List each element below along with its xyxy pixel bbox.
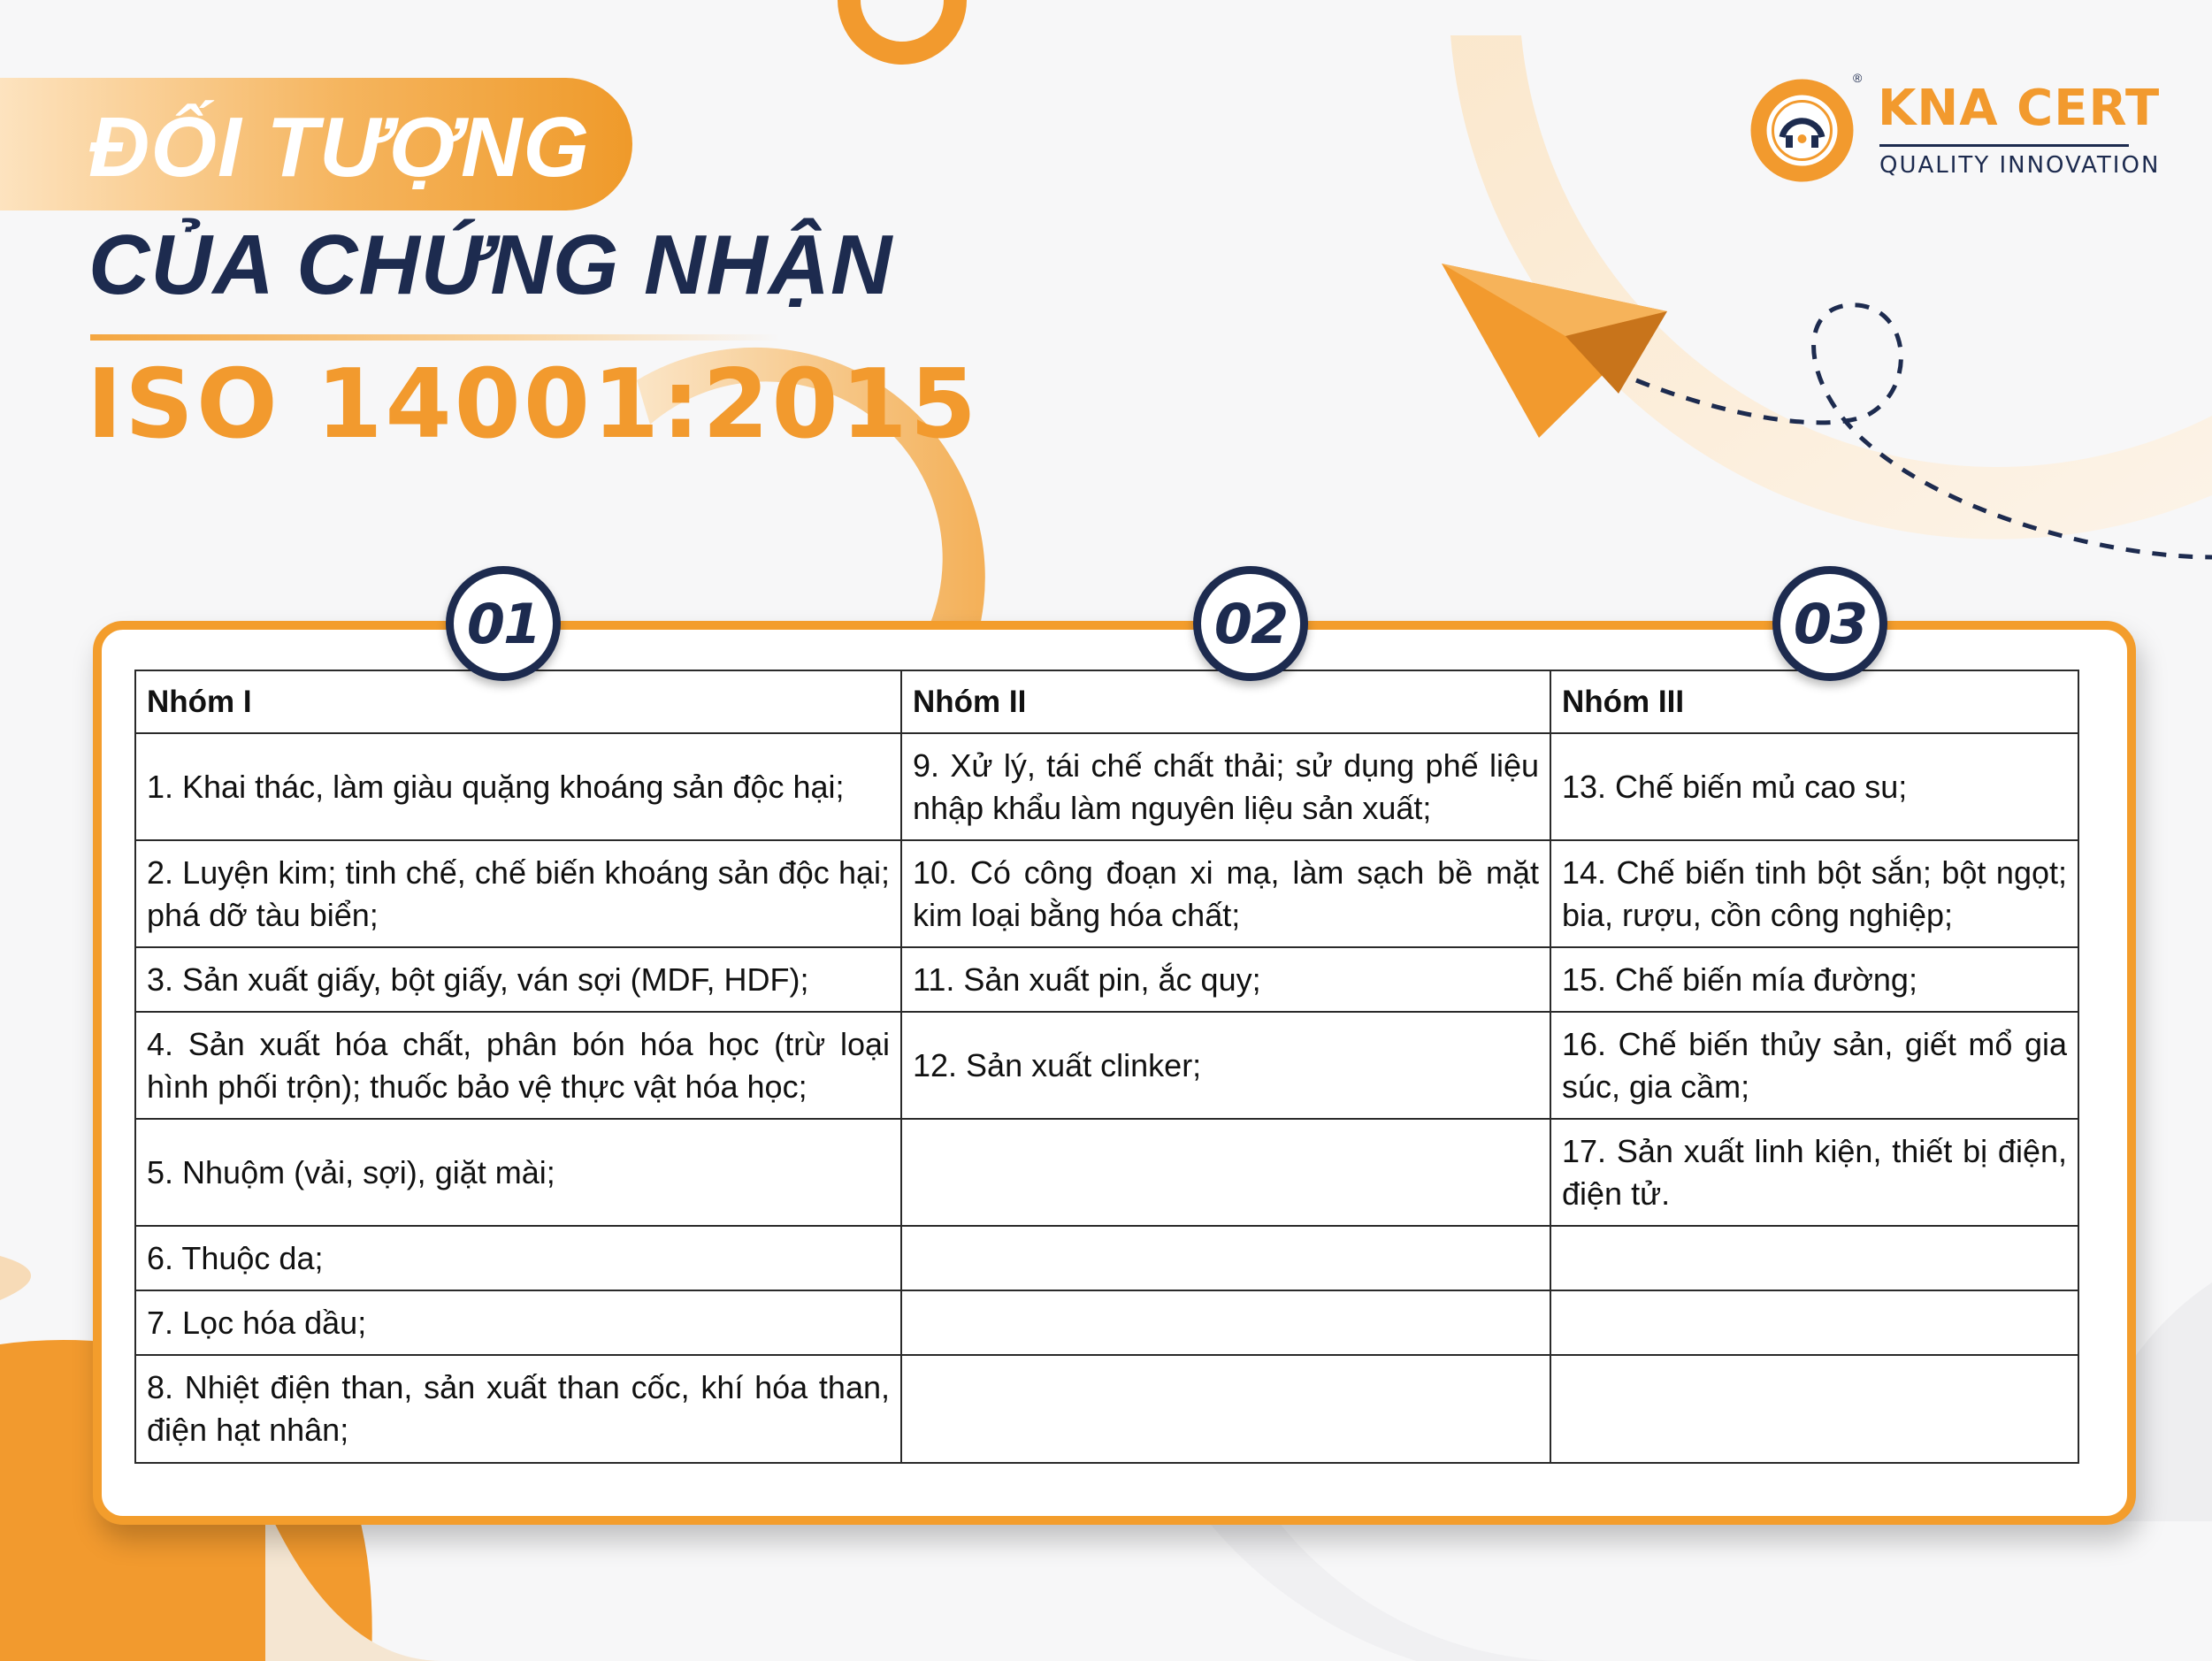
page-title-standard: ISO 14001:2015 — [87, 349, 979, 460]
table-header-row — [135, 670, 2078, 733]
table-cell — [1550, 1355, 2078, 1463]
paper-plane-icon — [1442, 264, 1667, 438]
table-cell: 12. Sản xuất clinker; — [901, 1012, 1550, 1119]
table-row — [135, 947, 2078, 1012]
table-cell: 8. Nhiệt điện than, sản xuất than cốc, khí hóa than, điện hạt nhân; — [135, 1355, 901, 1463]
table-row — [135, 733, 2078, 840]
group-badge-03: 03 — [1772, 566, 1887, 681]
table-cell: 11. Sản xuất pin, ắc quy; — [901, 947, 1550, 1012]
logo-tagline: QUALITY INNOVATION — [1879, 152, 2161, 179]
group-badge-01: 01 — [446, 566, 561, 681]
table-row — [135, 840, 2078, 947]
header-group-3: Nhóm III — [1550, 670, 2078, 733]
table-cell — [901, 1355, 1550, 1463]
table-row — [135, 1226, 2078, 1290]
table-cell — [901, 1226, 1550, 1290]
logo-divider — [1879, 144, 2129, 147]
table-cell — [901, 1119, 1550, 1226]
kna-cert-logo — [1747, 71, 2162, 195]
registered-mark: ® — [1853, 71, 1863, 85]
logo-name: KNA CERT — [1878, 80, 2161, 137]
page-title-line-1: ĐỐI TƯỢNG — [88, 100, 590, 195]
table-cell: 4. Sản xuất hóa chất, phân bón hóa học (trừ loại hình phối trộn); thuốc bảo vệ thực vật hóa học; — [135, 1012, 901, 1119]
table-cell: 6. Thuộc da; — [135, 1226, 901, 1290]
table-row — [135, 1012, 2078, 1119]
table-cell: 15. Chế biến mía đường; — [1550, 947, 2078, 1012]
title-underline — [90, 334, 780, 341]
table-cell: 3. Sản xuất giấy, bột giấy, ván sợi (MDF, HDF); — [135, 947, 901, 1012]
group-badge-02: 02 — [1193, 566, 1308, 681]
table-cell: 17. Sản xuất linh kiện, thiết bị điện, điện tử. — [1550, 1119, 2078, 1226]
table-cell: 14. Chế biến tinh bột sắn; bột ngọt; bia, rượu, cồn công nghiệp; — [1550, 840, 2078, 947]
table-cell: 1. Khai thác, làm giàu quặng khoáng sản độc hại; — [135, 733, 901, 840]
table-cell: 5. Nhuộm (vải, sợi), giặt mài; — [135, 1119, 901, 1226]
table-row — [135, 1355, 2078, 1463]
page-title-line-2: CỦA CHỨNG NHẬN — [88, 218, 893, 312]
certification-groups-table — [134, 670, 2079, 1464]
table-cell: 13. Chế biến mủ cao su; — [1550, 733, 2078, 840]
table-cell: 16. Chế biến thủy sản, giết mổ gia súc, gia cầm; — [1550, 1012, 2078, 1119]
table-cell: 10. Có công đoạn xi mạ, làm sạch bề mặt kim loại bằng hóa chất; — [901, 840, 1550, 947]
table-cell: 2. Luyện kim; tinh chế, chế biến khoáng sản độc hại; phá dỡ tàu biển; — [135, 840, 901, 947]
table-row — [135, 1290, 2078, 1355]
kna-emblem-icon — [1747, 75, 1857, 186]
header-group-1: Nhóm I — [135, 670, 901, 733]
table-cell: 9. Xử lý, tái chế chất thải; sử dụng phế liệu nhập khẩu làm nguyên liệu sản xuất; — [901, 733, 1550, 840]
table-cell — [1550, 1290, 2078, 1355]
table-cell — [901, 1290, 1550, 1355]
header-group-2: Nhóm II — [901, 670, 1550, 733]
table-cell: 7. Lọc hóa dầu; — [135, 1290, 901, 1355]
table-row — [135, 1119, 2078, 1226]
table-cell — [1550, 1226, 2078, 1290]
